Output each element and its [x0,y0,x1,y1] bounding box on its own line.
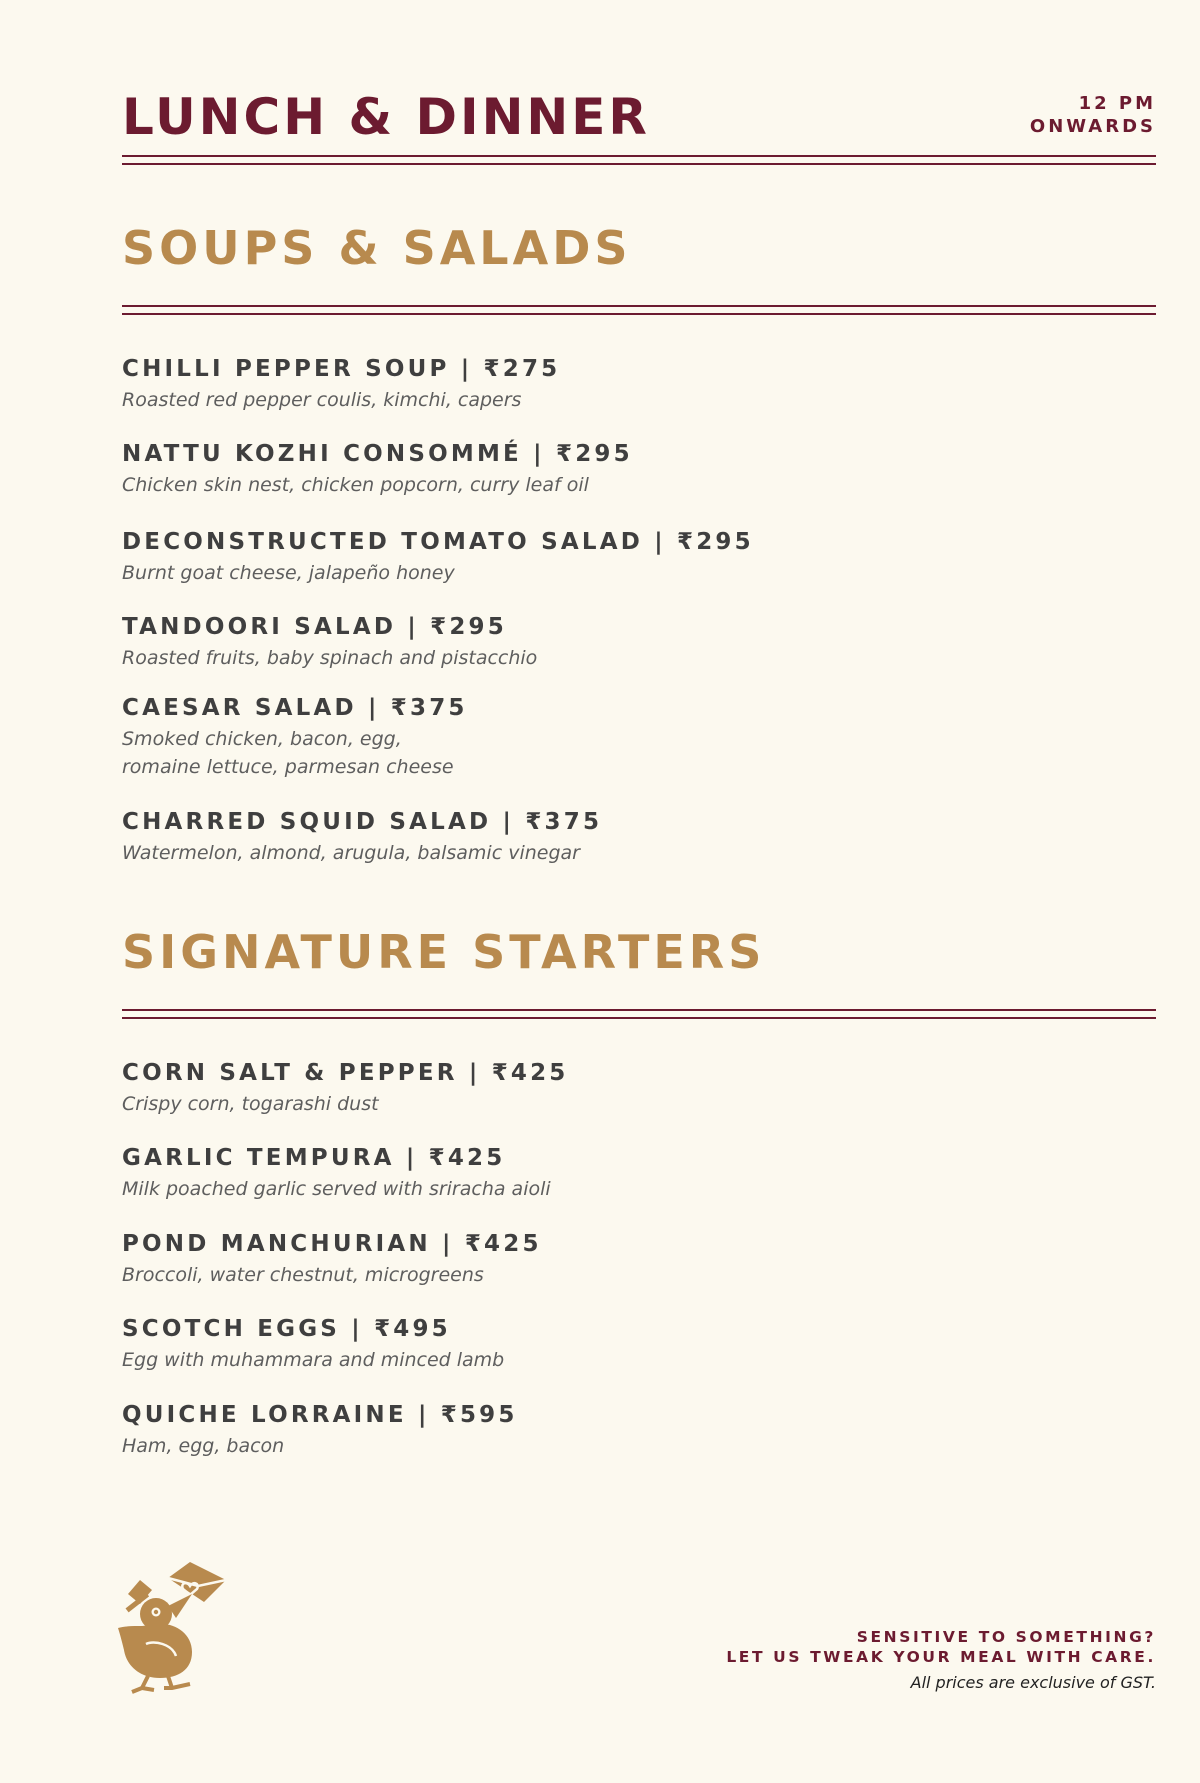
menu-item-description: romaine lettuce, parmesan cheese [122,756,454,778]
menu-item-name: CORN SALT & PEPPER | ₹425 [122,1060,569,1086]
menu-item-description: Crispy corn, togarashi dust [122,1093,379,1115]
section-divider [122,1009,1156,1019]
page-title: LUNCH & DINNER [122,88,650,146]
menu-item-description: Chicken skin nest, chicken popcorn, curry leaf oil [122,474,589,496]
section-title-soups-salads: SOUPS & SALADS [122,221,632,275]
menu-item [122,1312,1122,1374]
menu-item [122,1227,1122,1289]
menu-item-description: Egg with muhammara and minced lamb [122,1349,505,1371]
gst-note: All prices are exclusive of GST. [910,1673,1156,1692]
menu-item-name: CHILLI PEPPER SOUP | ₹275 [122,356,561,382]
menu-item [122,1141,1122,1203]
menu-item-description: Roasted red pepper coulis, kimchi, capers [122,389,522,411]
serving-time [1030,92,1156,138]
menu-item-description: Smoked chicken, bacon, egg, [122,728,402,750]
menu-item [122,1398,1122,1460]
serving-time-onwards: ONWARDS [1029,116,1156,137]
menu-item [122,352,1122,414]
menu-item-description: Burnt goat cheese, jalapeño honey [122,562,455,584]
menu-item [122,610,1122,672]
allergy-notice: SENSITIVE TO SOMETHING? [856,1628,1156,1646]
menu-item-description: Ham, egg, bacon [122,1435,285,1457]
menu-item-description: Watermelon, almond, arugula, balsamic vinegar [122,842,580,864]
menu-item-name: TANDOORI SALAD | ₹295 [122,614,507,640]
section-title-signature-starters: SIGNATURE STARTERS [122,925,766,979]
menu-item-name: GARLIC TEMPURA | ₹425 [122,1145,506,1171]
section-divider [122,305,1156,315]
duck-with-letter-icon [118,1560,230,1694]
menu-item-name: QUICHE LORRAINE | ₹595 [122,1402,518,1428]
serving-time-hour: 12 PM [1078,93,1156,114]
menu-item [122,525,1122,587]
allergy-notice-sub: LET US TWEAK YOUR MEAL WITH CARE. [726,1648,1156,1666]
menu-item-name: NATTU KOZHI CONSOMMÉ | ₹295 [122,441,633,467]
menu-item-description: Broccoli, water chestnut, microgreens [122,1264,484,1286]
menu-item [122,1056,1122,1118]
menu-item-name: CAESAR SALAD | ₹375 [122,695,468,721]
menu-item [122,691,1122,781]
menu-item-name: CHARRED SQUID SALAD | ₹375 [122,809,603,835]
menu-item [122,437,1122,499]
footer [726,1627,1156,1696]
menu-item-name: DECONSTRUCTED TOMATO SALAD | ₹295 [122,529,754,555]
menu-item-name: POND MANCHURIAN | ₹425 [122,1231,542,1257]
menu-item [122,805,1122,867]
menu-item-name: SCOTCH EGGS | ₹495 [122,1316,451,1342]
header-divider [122,155,1156,165]
menu-item-description: Roasted fruits, baby spinach and pistacchio [122,647,538,669]
menu-item-description: Milk poached garlic served with sriracha aioli [122,1178,551,1200]
